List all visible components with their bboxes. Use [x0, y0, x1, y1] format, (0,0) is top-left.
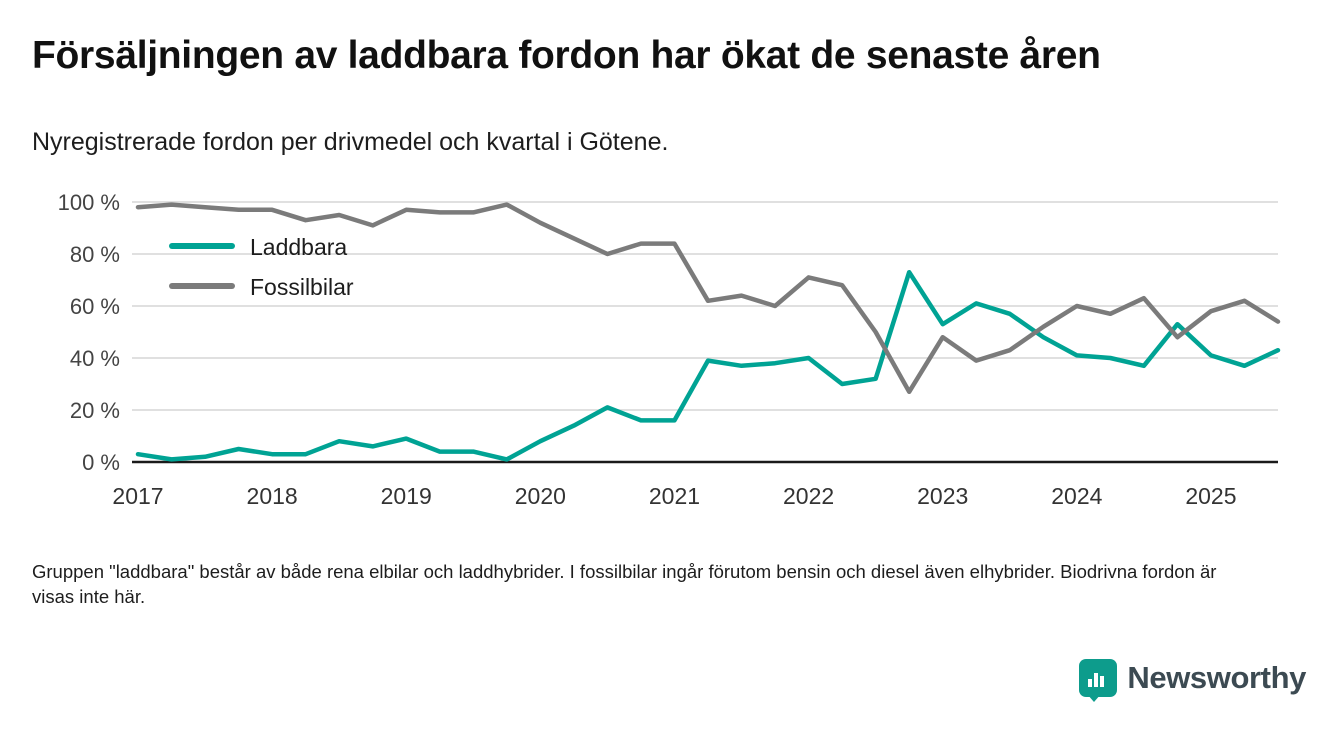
page-title: Försäljningen av laddbara fordon har ökat de senaste åren: [32, 34, 1101, 77]
page-subtitle: Nyregistrerade fordon per drivmedel och kvartal i Götene.: [32, 128, 669, 156]
y-axis-tick-label: 60 %: [69, 294, 120, 319]
x-axis-tick-label: 2018: [246, 483, 298, 509]
brand-name: Newsworthy: [1127, 660, 1306, 695]
y-axis-tick-label: 0 %: [82, 450, 120, 475]
y-axis-tick-label: 80 %: [69, 242, 120, 267]
x-axis-tick-label: 2025: [1185, 483, 1237, 509]
y-axis-tick-label: 100 %: [57, 190, 120, 215]
x-axis-tick-label: 2023: [917, 483, 969, 509]
chart-footnote: Gruppen "laddbara" består av både rena elbilar och laddhybrider. I fossilbilar ingår förutom bensin och diesel även elhybrider. Biodrivna fordon är visas inte här.: [32, 561, 1217, 607]
line-chart: [0, 180, 1340, 520]
bar-chart-bubble-icon: [1079, 659, 1117, 697]
x-axis-tick-label: 2017: [112, 483, 164, 509]
y-axis-tick-label: 40 %: [69, 346, 120, 371]
x-axis-tick-label: 2019: [380, 483, 432, 509]
brand-logo: [1079, 659, 1306, 697]
chart-svg: [0, 180, 1340, 520]
x-axis-tick-label: 2020: [514, 483, 566, 509]
x-axis-tick-label: 2022: [783, 483, 835, 509]
x-axis-tick-label: 2024: [1051, 483, 1103, 509]
legend-label: Fossilbilar: [250, 274, 354, 300]
legend-label: Laddbara: [250, 234, 348, 260]
x-axis-tick-label: 2021: [648, 483, 701, 509]
y-axis-tick-label: 20 %: [69, 398, 120, 423]
